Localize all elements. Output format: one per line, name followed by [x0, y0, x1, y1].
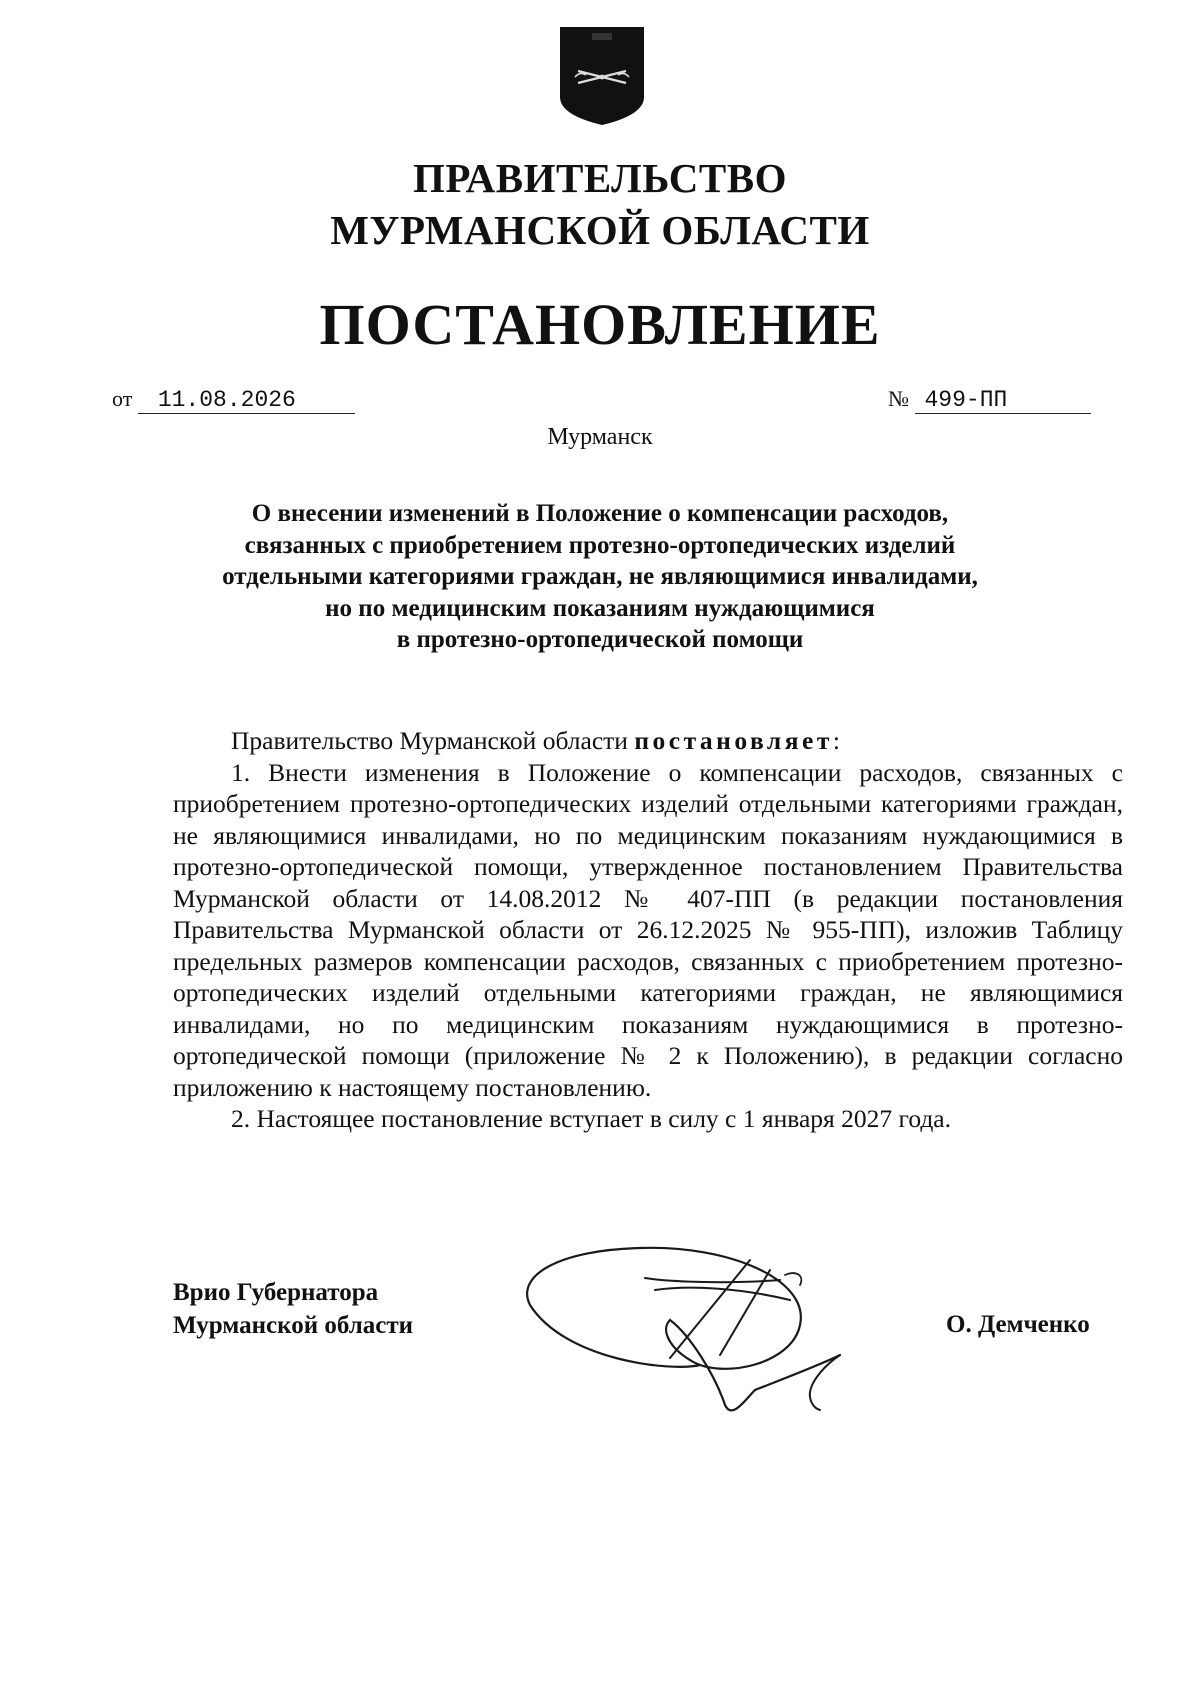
coat-of-arms-icon	[558, 25, 646, 127]
date-value: 11.08.2026	[138, 387, 355, 414]
signatory-position	[173, 1276, 413, 1342]
gov-line-1: ПРАВИТЕЛЬСТВО	[412, 155, 788, 201]
document-type: ПОСТАНОВЛЕНИЕ	[319, 292, 881, 357]
number-prefix: №	[888, 386, 909, 411]
document-title	[0, 498, 1200, 656]
title-line: в протезно-ортопедической помощи	[396, 626, 804, 653]
position-line-1: Врио Губернатора	[173, 1279, 379, 1306]
intro-prefix: Правительство Мурманской области	[231, 726, 628, 755]
number-field	[888, 386, 1091, 414]
title-line: но по медицинским показаниям нуждающимися	[325, 594, 875, 622]
signatory-name: О. Демченко	[946, 1311, 1090, 1338]
resolution-intro	[173, 725, 1123, 757]
intro-verb: постановляет	[634, 726, 833, 755]
handwritten-signature-icon	[520, 1240, 920, 1425]
government-name	[0, 152, 1200, 256]
date-prefix: от	[112, 386, 133, 411]
number-value: 499-ПП	[915, 387, 1091, 414]
date-field	[112, 386, 355, 414]
city: Мурманск	[547, 424, 653, 450]
title-line: отдельными категориями граждан, не являющимися инвалидами,	[222, 563, 978, 590]
title-line: связанных с приобретением протезно-ортопедических изделий	[244, 531, 956, 559]
paragraph-2: 2. Настоящее постановление вступает в силу с 1 января 2027 года.	[231, 1104, 952, 1133]
position-line-2: Мурманской области	[173, 1312, 414, 1339]
document-body	[173, 725, 1123, 1135]
intro-suffix: :	[832, 726, 840, 755]
gov-line-2: МУРМАНСКОЙ ОБЛАСТИ	[330, 207, 870, 253]
paragraph-1: 1. Внести изменения в Положение о компенсации расходов, связанных с приобретением протезно-ортопедических изделий отдельными категориями граждан, не являющимися инвалидами, но по медицинским показаниям нуждающимися в протезно-ортопедической помощи, утвержденное постановлением Правительства Мурманской области от 14.08.2012 № 407-ПП (в редакции постановления Правительства Мурманской области от 26.12.2025 № 955-ПП), изложив Таблицу предельных размеров компенсации расходов, связанных с приобретением протезно-ортопедических изделий отдельными категориями граждан, не являющимися инвалидами, но по медицинским показаниям нуждающимися в протезно-ортопедической помощи (приложение № 2 к Положению), в редакции согласно приложению к настоящему постановлению.	[173, 757, 1123, 1102]
title-line: О внесении изменений в Положение о компенсации расходов,	[251, 500, 949, 527]
